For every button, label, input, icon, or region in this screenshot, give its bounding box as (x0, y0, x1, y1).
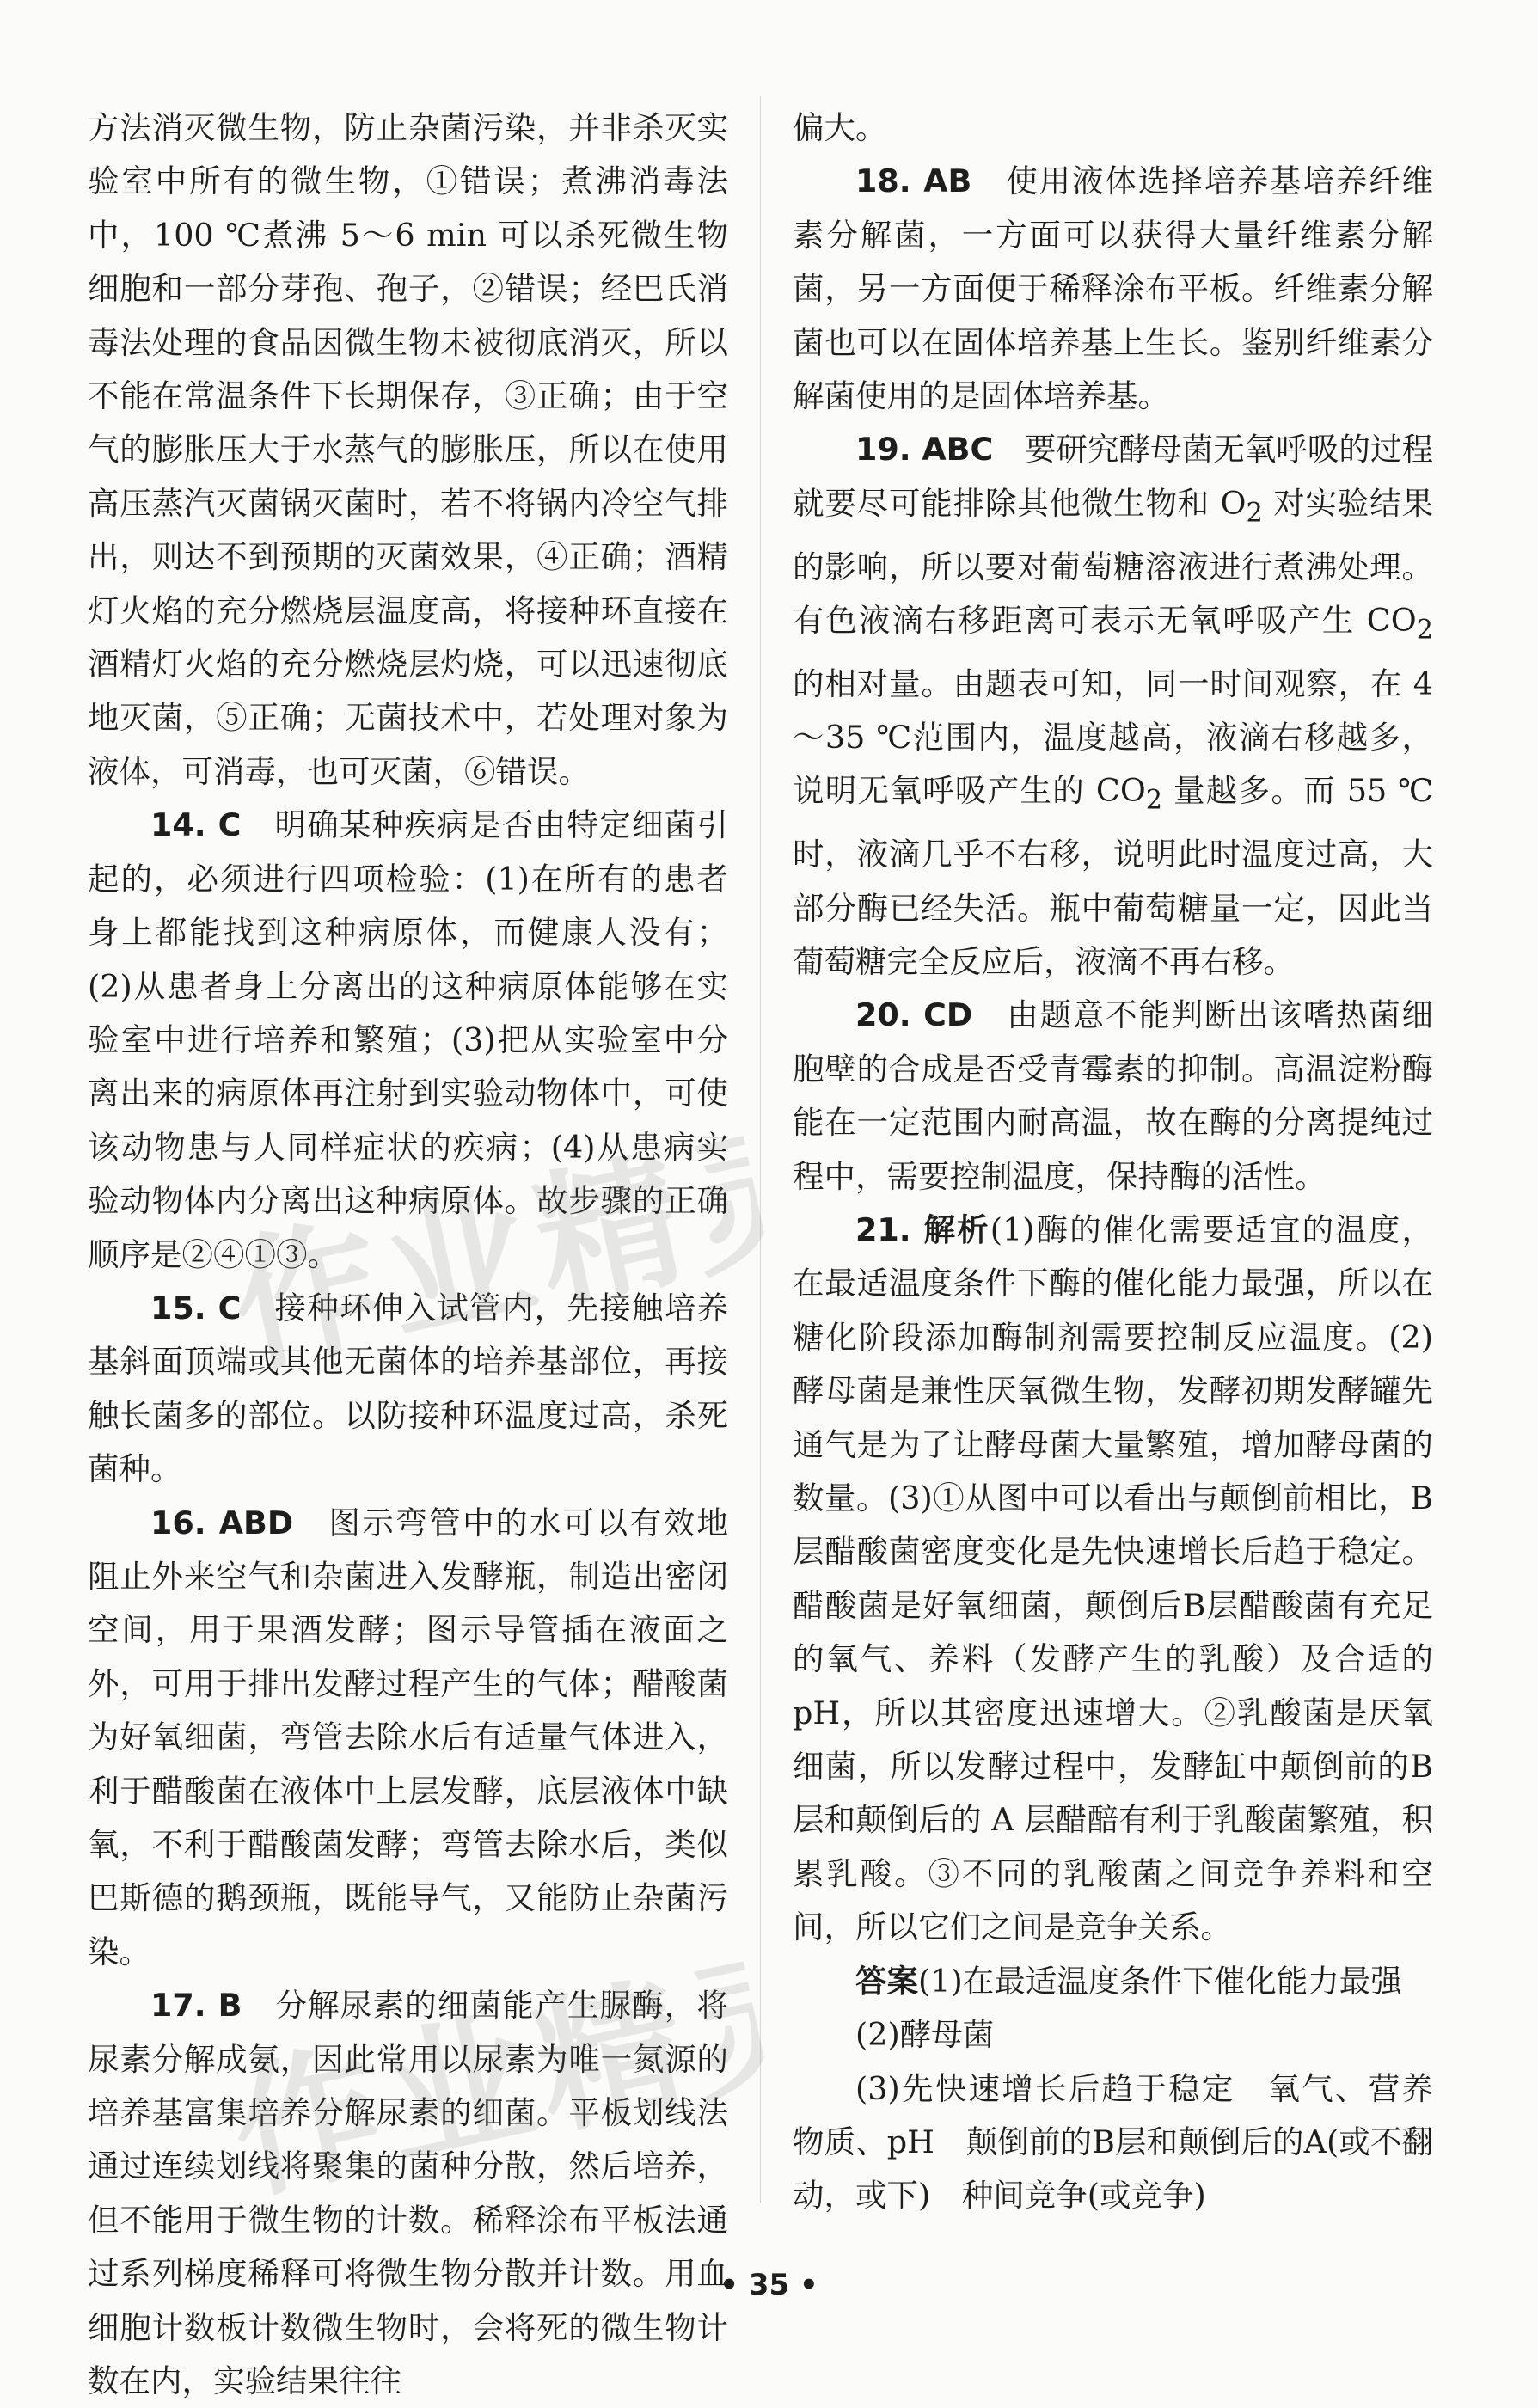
question-number: 18. AB (855, 162, 972, 200)
answer-line-1 (793, 1955, 1433, 2008)
explanation-text-a: 要研究酵母菌无氧呼吸的过程就要尽可能排除其他微生物和 O (793, 431, 1434, 522)
explanation-text-d: 量越多。而 55 ℃时，液滴几乎不右移，说明此时温度过高，大部分酶已经失活。瓶中葡萄糖量一定，因此当葡萄糖完全反应后，液滴不再右移。 (793, 772, 1433, 980)
explanation-text: 接种环伸入试管内，先接触培养基斜面顶端或其他无菌体的培养基部位，再接触长菌多的部位。以防接种环温度过高，杀死菌种。 (88, 1289, 729, 1488)
answer-item-17 (88, 1979, 728, 2408)
explanation-text: 使用液体选择培养基培养纤维素分解菌，一方面可以获得大量纤维素分解菌，另一方面便于稀释涂布平板。纤维素分解菌也可以在固体培养基上生长。鉴别纤维素分解菌使用的是固体培养基。 (793, 162, 1434, 415)
answer-item-16 (88, 1497, 728, 1980)
page-number: • 35 • (720, 2268, 818, 2302)
question-number: 14. C (150, 806, 242, 844)
answer-text: (1)在最适温度条件下催化能力最强 (918, 1962, 1402, 2000)
answer-item-21 (793, 1204, 1433, 1955)
answer-item-19 (793, 423, 1433, 989)
paragraph-q17-continuation: 偏大。 (793, 109, 887, 146)
answer-line-2: (2)酵母菌 (855, 2016, 995, 2054)
explanation-text: 由题意不能判断出该嗜热菌细胞壁的合成是否受青霉素的抑制。高温淀粉酶能在一定范围内耐高温，故在酶的分离提纯过程中，需要控制温度，保持酶的活性。 (793, 996, 1434, 1195)
question-number: 17. B (150, 1987, 242, 2025)
explanation-text: (1)酶的催化需要适宜的温度，在最适温度条件下酶的催化能力最强，所以在糖化阶段添加酶制剂需要控制反应温度。(2)酵母菌是兼性厌氧微生物，发酵初期发酵罐先通气是为了让酵母菌大量繁殖，增加酵母菌的数量。(3)①从图中可以看出与颠倒前相比，B层醋酸菌密度变化是先快速增长后趋于稳定。醋酸菌是好氧细菌，颠倒后B层醋酸菌有充足的氧气、养料（发酵产生的乳酸）及合适的 pH，所以其密度迅速增大。②乳酸菌是厌氧细菌，所以发酵过程中，发酵缸中颠倒前的B层和颠倒后的 A 层醋醅有利于乳酸菌繁殖，积累乳酸。③不同的乳酸菌之间竞争养料和空间，所以它们之间是竞争关系。 (793, 1211, 1434, 1946)
subscript: 2 (1416, 615, 1433, 646)
question-number: 16. ABD (150, 1504, 294, 1541)
svg-text:作业精灵: 作业精灵 (218, 1941, 775, 2221)
subscript: 2 (1145, 785, 1163, 816)
answer-label: 答案 (855, 1962, 918, 2000)
question-number: 19. ABC (855, 431, 994, 469)
left-column (88, 101, 728, 2408)
question-number: 15. C (150, 1289, 242, 1327)
answer-line-3: (3)先快速增长后趋于稳定 氧气、营养物质、pH 颠倒前的B层和颠倒后的A(或不翻动，或下) 种间竞争(或竞争) (793, 2069, 1433, 2215)
explanation-text: 明确某种疾病是否由特定细菌引起的，必须进行四项检验：(1)在所有的患者身上都能找到这种病原体，而健康人没有；(2)从患者身上分离出的这种病原体能够在实验室中进行培养和繁殖；(3)把从实验室中分离出来的病原体再注射到实验动物体中，可使该动物患与人同样症状的疾病；(4)从患病实验动物体内分离出这种病原体。故步骤的正确顺序是②④①③。 (88, 806, 729, 1273)
svg-text:作业精灵: 作业精灵 (218, 1116, 775, 1395)
question-number: 20. CD (855, 996, 973, 1034)
column-divider (760, 96, 761, 2203)
explanation-text: 图示弯管中的水可以有效地阻止外来空气和杂菌进入发酵瓶，制造出密闭空间，用于果酒发酵；图示导管插在液面之外，可用于排出发酵过程产生的气体；醋酸菌为好氧细菌，弯管去除水后有适量气体进入，利于醋酸菌在液体中上层发酵，底层液体中缺氧，不利于醋酸菌发酵；弯管去除水后，类似巴斯德的鹅颈瓶，既能导气，又能防止杂菌污染。 (88, 1504, 729, 1970)
subscript: 2 (1246, 498, 1263, 529)
answer-item-18 (793, 155, 1433, 423)
explanation-text-b: 对实验结果的影响，所以要对葡萄糖溶液进行煮沸处理。有色液滴右移距离可表示无氧呼吸产生 CO (793, 484, 1433, 639)
explanation-text-c: 的相对量。由题表可知，同一时间观察，在 4～35 ℃范围内，温度越高，液滴右移越多，说明无氧呼吸产生的 CO (793, 665, 1433, 810)
answer-item-15 (88, 1282, 728, 1497)
explanation-text: 分解尿素的细菌能产生脲酶，将尿素分解成氨，因此常用以尿素为唯一氮源的培养基富集培养分解尿素的细菌。平板划线法通过连续划线将聚集的菌种分散，然后培养，但不能用于微生物的计数。稀释涂布平板法通过系列梯度稀释可将微生物分散并计数。用血细胞计数板计数微生物时，会将死的微生物计数在内，实验结果往往 (88, 1987, 729, 2400)
right-column (793, 101, 1433, 2223)
question-number: 21. 解析 (855, 1211, 990, 1249)
answer-item-20 (793, 989, 1433, 1204)
answer-item-14 (88, 799, 728, 1282)
paragraph-q13-continuation: 方法消灭微生物，防止杂菌污染，并非杀灭实验室中所有的微生物，①错误；煮沸消毒法中，100 ℃煮沸 5～6 min 可以杀死微生物细胞和一部分芽孢、孢子，②错误；经巴氏消毒法处理的食品因微生物未被彻底消灭，所以不能在常温条件下长期保存，③正确；由于空气的膨胀压大于水蒸气的膨胀压，所以在使用高压蒸汽灭菌锅灭菌时，若不将锅内冷空气排出，则达不到预期的灭菌效果，④正确；酒精灯火焰的充分燃烧层温度高，将接种环直接在酒精灯火焰的充分燃烧层灼烧，可以迅速彻底地灭菌，⑤正确；无菌技术中，若处理对象为液体，可消毒，也可灭菌，⑥错误。 (88, 109, 728, 790)
